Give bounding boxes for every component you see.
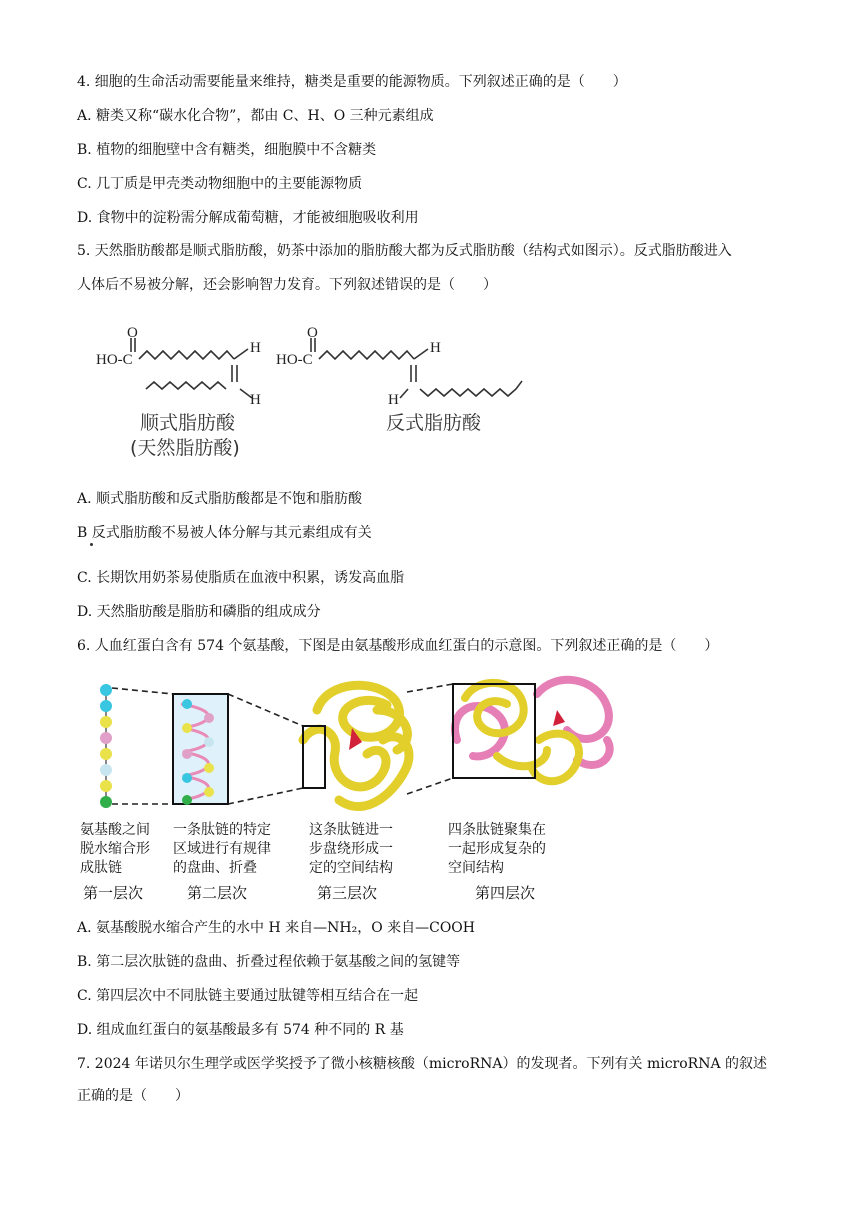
level2-caption-line3: 的盘曲、折叠 xyxy=(173,860,257,876)
level1-caption-line2: 脱水缩合形 xyxy=(80,841,150,857)
level1-title: 第一层次 xyxy=(83,884,144,902)
q5-stem-line2: 人体后不易被分解，还会影响智力发育。下列叙述错误的是（ ） xyxy=(77,277,497,293)
q6-option-d: D. 组成血红蛋白的氨基酸最多有 574 种不同的 R 基 xyxy=(77,1022,404,1038)
q4-option-c: C. 几丁质是甲壳类动物细胞中的主要能源物质 xyxy=(77,176,363,192)
level1-caption-line3: 成肽链 xyxy=(80,860,122,876)
level4-caption-line1: 四条肽链聚集在 xyxy=(448,822,546,838)
trans-fatty-acid-label: 反式脂肪酸 xyxy=(386,412,482,434)
helix-region-illustration xyxy=(173,694,228,805)
level3-caption-line3: 定的空间结构 xyxy=(309,860,393,876)
cis-natural-fatty-acid-label: (天然脂肪酸) xyxy=(130,437,240,459)
cis-fatty-acid-structure xyxy=(131,338,252,398)
q5-option-c: C. 长期饮用奶茶易使脂质在血液中积累，诱发高血脂 xyxy=(77,570,405,586)
cis-fatty-acid-label: 顺式脂肪酸 xyxy=(140,412,236,434)
quaternary-structure-illustration xyxy=(455,680,610,781)
q4-option-b: B. 植物的细胞壁中含有糖类，细胞膜中不含糖类 xyxy=(77,142,377,158)
level4-caption-line3: 空间结构 xyxy=(448,860,504,876)
stray-dot-mark xyxy=(90,543,93,546)
fatty-acid-structure-figure xyxy=(90,322,540,467)
amino-acid-chain-illustration xyxy=(100,684,112,808)
trans-fatty-acid-structure xyxy=(311,338,522,398)
heme-group-marker-2 xyxy=(553,710,565,726)
q4-option-a: A. 糖类又称“碳水化合物”，都由 C、H、O 三种元素组成 xyxy=(77,108,434,124)
cis-hoc-group: HO-C xyxy=(96,352,133,368)
cis-oxygen-atom: O xyxy=(127,325,138,341)
q4-option-d: D. 食物中的淀粉需分解成葡萄糖，才能被细胞吸收利用 xyxy=(77,210,419,226)
trans-hoc-group: HO-C xyxy=(276,352,313,368)
q5-option-b: B 反式脂肪酸不易被人体分解与其元素组成有关 xyxy=(77,525,372,541)
q6-option-a: A. 氨基酸脱水缩合产生的水中 H 来自—NH₂，O 来自—COOH xyxy=(77,920,475,936)
level4-caption-line2: 一起形成复杂的 xyxy=(448,841,546,857)
level3-title: 第三层次 xyxy=(317,884,378,902)
level3-caption-line1: 这条肽链进一 xyxy=(309,822,393,838)
trans-h-atom-top: H xyxy=(430,340,441,356)
level4-title: 第四层次 xyxy=(475,884,536,902)
level2-caption-line2: 区域进行有规律 xyxy=(173,841,271,857)
q5-option-d: D. 天然脂肪酸是脂肪和磷脂的组成成分 xyxy=(77,604,321,620)
q6-stem: 6. 人血红蛋白含有 574 个氨基酸，下图是由氨基酸形成血红蛋白的示意图。下列叙述正确的是（ ） xyxy=(77,638,719,654)
hemoglobin-structure-figure xyxy=(77,670,637,908)
trans-oxygen-atom: O xyxy=(307,325,318,341)
level3-caption-line2: 步盘绕形成一 xyxy=(309,841,393,857)
trans-h-atom-bottom: H xyxy=(388,392,399,408)
cis-h-atom-top: H xyxy=(250,340,261,356)
q7-stem-line2: 正确的是（ ） xyxy=(77,1088,189,1104)
q7-stem-line1: 7. 2024 年诺贝尔生理学或医学奖授予了微小核糖核酸（microRNA）的发现者。下列有关 microRNA 的叙述 xyxy=(77,1056,768,1072)
q6-option-c: C. 第四层次中不同肽链主要通过肽键等相互结合在一起 xyxy=(77,988,419,1004)
level2-title: 第二层次 xyxy=(187,884,248,902)
q5-stem-line1: 5. 天然脂肪酸都是顺式脂肪酸，奶茶中添加的脂肪酸大都为反式脂肪酸（结构式如图示）。反式脂肪酸进入 xyxy=(77,243,732,259)
q5-option-a: A. 顺式脂肪酸和反式脂肪酸都是不饱和脂肪酸 xyxy=(77,491,363,507)
q6-option-b: B. 第二层次肽链的盘曲、折叠过程依赖于氨基酸之间的氢键等 xyxy=(77,954,461,970)
q4-stem: 4. 细胞的生命活动需要能量来维持，糖类是重要的能源物质。下列叙述正确的是（ ） xyxy=(77,74,627,90)
level1-caption-line1: 氨基酸之间 xyxy=(80,822,150,838)
cis-h-atom-bottom: H xyxy=(250,392,261,408)
level2-caption-line1: 一条肽链的特定 xyxy=(173,822,271,838)
